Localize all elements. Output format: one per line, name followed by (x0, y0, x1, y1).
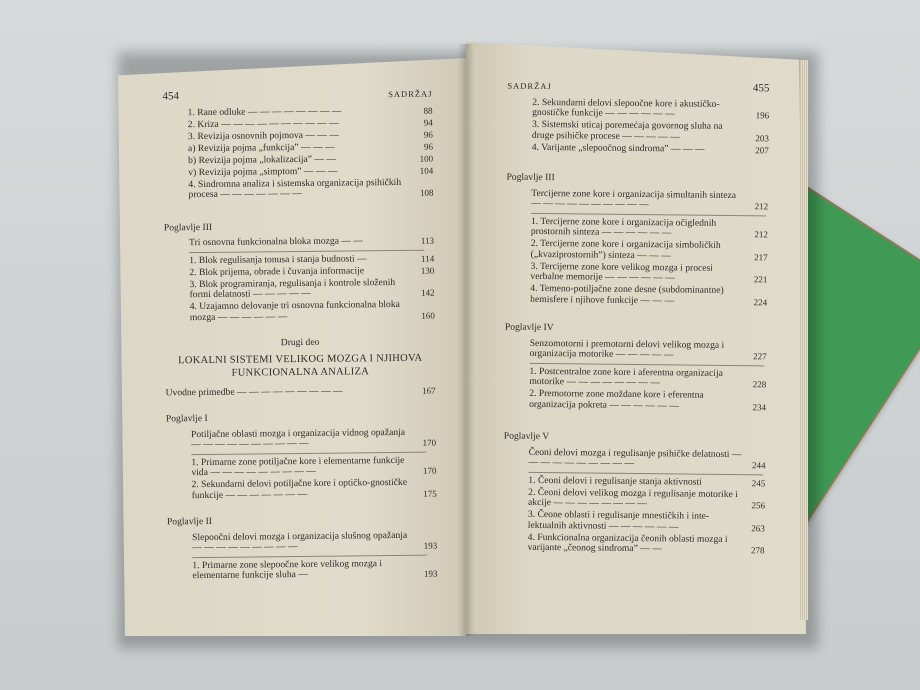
left-page-toc (162, 89, 437, 584)
toc-entry: 4. Funkcionalna organizacija čeonih oblasti mozga i varijante „čeonog sindroma” — — 278 (527, 531, 765, 556)
toc-entry: 1. Tercijerne zone kore i organizacija očiglednih prostornih sinteza — — — — — — 212 (530, 215, 768, 240)
toc-entry: 1. Čeoni delovi i regulisanje stanja aktivnosti 245 (528, 474, 766, 488)
divider (189, 249, 424, 252)
page-edges (800, 60, 808, 620)
chapter-label: Poglavlje II (166, 515, 213, 528)
toc-entry: 4. Sindromna analiza i sistemska organizacija psihičkih procesa — — — — — — — 108 (188, 176, 434, 201)
chapter-label: Poglavlje I (165, 412, 208, 425)
toc-entry: 1. Rane odluke — — — — — — — — 88 (187, 105, 433, 118)
toc-entry: Senzomotorni i premotorni delovi velikog mozga i organizacija motorike — — — — — 227 (529, 337, 767, 362)
toc-entry: 3. Revizija osnovnih pojmova — — — 96 (187, 129, 433, 142)
book-spine (458, 44, 474, 636)
toc-entry: Tercijerne zone kore i organizacija simultanih sinteza — — — — — — — — — — 212 (531, 187, 769, 212)
chapter-label: Poglavlje V (503, 430, 550, 443)
page-number: 454 (162, 90, 180, 103)
toc-entry: 2. Kriza — — — — — — — — — — 94 (187, 117, 433, 130)
toc-entry: Slepoočni delovi mozga i organizacija slušnog opažanja — — — — — — — — — 193 (192, 529, 438, 554)
toc-entry: 1. Primarne zone potiljačne kore i elementarne funkcije vida — — — — — — — — — 170 (191, 454, 437, 479)
toc-entry: Potiljačne oblasti mozga i organizacija vidnog opažanja — — — — — — — — — — 170 (190, 426, 437, 451)
toc-entry: 2. Blok prijema, obrade i čuvanja informacije 130 (189, 264, 435, 278)
toc-entry: 2. Čeoni delovi velikog mozga i regulisanje motorike i akcije — — — — — — — — 256 (528, 486, 766, 511)
right-page-toc (503, 81, 770, 558)
chapter-label: Poglavlje IV (504, 321, 554, 334)
toc-entry: 4. Temeno-potiljačne zone desne (subdominantne) hemisfere i njihove funkcije — — — 224 (530, 282, 768, 307)
toc-entry: v) Revizija pojma „simptom” — — — 104 (188, 165, 434, 178)
toc-entry: Uvodne primedbe — — — — — — — — — 167 (165, 385, 436, 398)
toc-entry: 3. Blok programiranja, regulisanja i kontrole složenih formi delatnosti — — — — — 142 (189, 276, 435, 301)
toc-entry: 2. Premotorne zone moždane kore i eferentna organizacija pokreta — — — — — — 234 (529, 387, 767, 412)
toc-entry: 2. Sekundarni delovi potiljačne kore i optičko-gnostičke funkcije — — — — — — — 175 (191, 476, 437, 501)
toc-entry: 1. Postcentralne zone kore i aferentna organizacija motorike — — — — — — — — 228 (529, 365, 767, 390)
running-head: SADRŽAJ (388, 88, 433, 100)
chapter-label: Poglavlje III (163, 221, 213, 233)
toc-entry: Tri osnovna funkcionalna bloka mozga — — 113 (188, 235, 435, 249)
toc-entry: 4. Varijante „slepoočnog sindroma” — — — 207 (531, 141, 769, 155)
toc-entry: 2. Tercijerne zone kore i organizacija simboličkih („kvaziprostornih”) sinteza — — — 217 (530, 237, 768, 262)
toc-entry: b) Revizija pojma „lokalizacija” — — 100 (188, 153, 434, 166)
part-title-line: LOKALNI SISTEMI VELIKOG MOZGA I NJIHOVA (178, 352, 423, 366)
toc-entry: a) Revizija pojma „funkcija” — — — 96 (187, 141, 434, 154)
running-head: SADRŽAJ (507, 80, 552, 92)
toc-entry: 3. Tercijerne zone kore velikog mozga i procesi verbalne memorije — — — — — — 221 (530, 260, 768, 285)
divider (192, 554, 427, 557)
toc-entry: 4. Uzajamno delovanje tri osnovna funkcionalna bloka mozga — — — — — — 160 (189, 298, 435, 323)
toc-entry: 1. Blok regulisanja tonusa i stanja budnosti — 114 (189, 252, 435, 266)
page-number: 455 (752, 82, 770, 95)
toc-entry: Čeoni delovi mozga i regulisanje psihičke delatnosti — — — — — — — — — — 244 (528, 446, 766, 471)
toc-entry: 1. Primarne zone slepoočne kore velikog mozga i elementarne funkcije sluha — 193 (192, 557, 438, 582)
part-title-line: FUNKCIONALNA ANALIZA (231, 365, 370, 379)
toc-entry: 2. Sekundarni delovi slepoočne kore i akustičko-gnostičke funkcije — — — — — — 196 (532, 96, 770, 121)
chapter-label: Poglavlje III (506, 171, 555, 184)
toc-entry: 3. Čeone oblasti i regulisanje mnestičkih i intelektualnih aktivnosti — — — — — — 263 (527, 508, 765, 533)
toc-entry: 3. Sistemski uticaj poremećaja govornog sluha na druge psihičke procese — — — — — 203 (531, 118, 769, 143)
part-label: Drugi deo (280, 336, 320, 349)
part-title (165, 351, 435, 380)
